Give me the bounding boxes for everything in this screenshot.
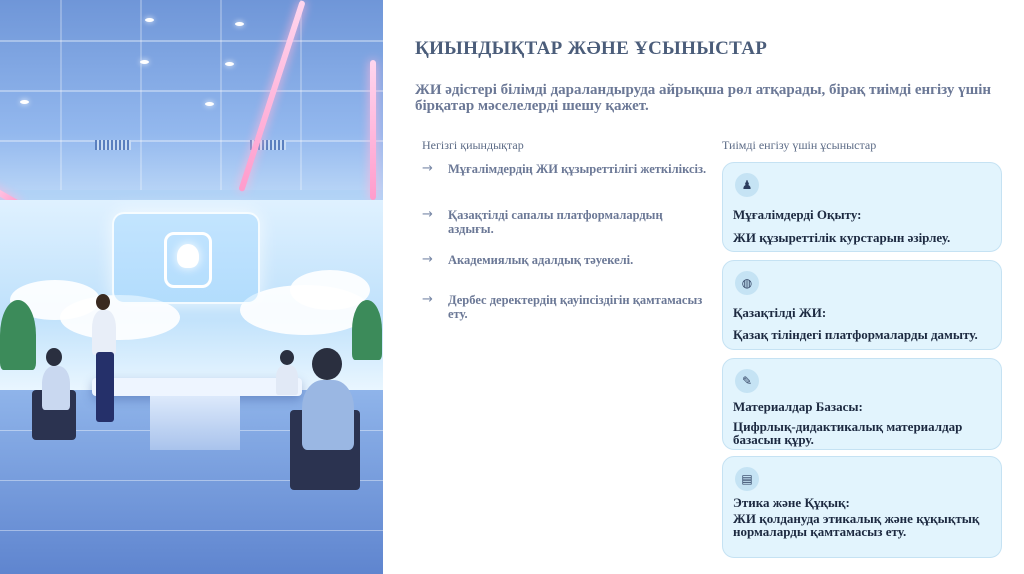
student-figure — [46, 348, 62, 366]
meeting-table — [92, 378, 302, 396]
lightbulb-icon — [177, 244, 199, 268]
hologram-screen — [112, 212, 260, 304]
challenge-text: Қазақтілді сапалы платформалардың аздығы. — [448, 208, 663, 236]
plant — [0, 300, 36, 370]
card-description: Цифрлық-дидактикалық материалдар базасын құру. — [733, 419, 963, 447]
recommendations-heading: Тиімді енгізу үшін ұсыныстар — [722, 138, 877, 152]
recommendation-card — [722, 260, 1002, 350]
challenge-item — [422, 162, 712, 176]
page-title: ҚИЫНДЫҚТАР ЖӘНЕ ҰСЫНЫСТАР — [415, 38, 768, 59]
card-title: Материалдар Базасы: — [733, 399, 863, 414]
globe-icon: ◍ — [735, 271, 759, 295]
ceiling — [0, 0, 383, 190]
card-title: Мұғалімдерді Оқыту: — [733, 207, 862, 222]
classroom-illustration — [0, 0, 383, 574]
plant — [352, 300, 382, 360]
card-title: Қазақтілді ЖИ: — [733, 305, 827, 320]
card-description: ЖИ құзыреттілік курстарын әзірлеу. — [733, 230, 951, 245]
challenge-text: Академиялық адалдық тәуекелі. — [448, 253, 634, 267]
student-figure — [312, 348, 342, 380]
recommendation-card — [722, 358, 1002, 450]
challenge-text: Дербес деректердің қауіпсіздігін қамтамасыз ету. — [448, 293, 703, 321]
arrow-right-icon: → — [422, 161, 433, 176]
teacher-icon: ♟ — [735, 173, 759, 197]
arrow-right-icon: → — [422, 252, 433, 267]
recommendation-card — [722, 162, 1002, 252]
arrow-right-icon: → — [422, 207, 433, 222]
card-description: Қазақ тіліндегі платформаларды дамыту. — [733, 327, 978, 342]
card-description: ЖИ қолдануда этикалық және құқықтық нормаларды қамтамасыз ету. — [733, 511, 980, 539]
recommendation-card — [722, 456, 1002, 558]
pen-icon: ✎ — [735, 369, 759, 393]
page-subtitle: ЖИ әдістері білімді дараландыруда айрықша рөл атқарады, бірақ тиімді енгізу үшін бірқатар мәселелерді шешу қажет. — [415, 82, 992, 114]
challenge-item — [422, 253, 712, 267]
teacher-figure — [96, 294, 110, 310]
arrow-right-icon: → — [422, 292, 433, 307]
card-title: Этика және Құқық: — [733, 495, 850, 510]
neon-light — [370, 60, 376, 200]
challenge-item — [422, 208, 712, 236]
challenges-heading: Негізгі қиындықтар — [422, 138, 524, 152]
document-icon: ▤ — [735, 467, 759, 491]
challenge-item — [422, 293, 712, 321]
student-figure — [280, 350, 294, 365]
challenge-text: Мұғалімдердің ЖИ құзыреттілігі жеткіліксіз. — [448, 162, 707, 176]
